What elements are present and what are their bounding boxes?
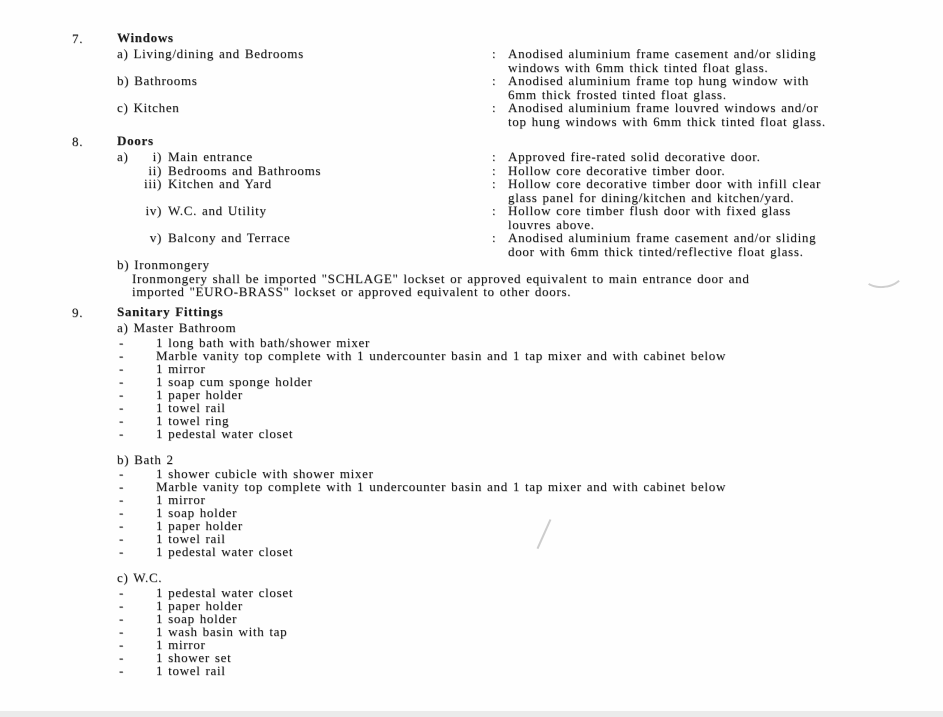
spec-row-kitchen-yard (117, 177, 943, 204)
list-item-text: 1 towel rail (156, 662, 226, 678)
dash-bullet: - (119, 623, 125, 639)
section-sanitary-fittings (0, 305, 943, 677)
spec-label-text: Balcony and Terrace (168, 230, 291, 245)
spec-description-line: top hung windows with 6mm thick tinted float glass. (508, 113, 826, 129)
ironmongery-label: b) Ironmongery (117, 257, 210, 272)
dash-bullet: - (119, 360, 125, 376)
list-item (117, 480, 943, 493)
spec-description-line: door with 6mm thick tinted/reflective float glass. (508, 243, 804, 259)
colon-separator: : (492, 46, 497, 61)
group-wc (117, 571, 943, 677)
spec-label (117, 204, 492, 231)
colon-separator: : (492, 100, 497, 115)
dash-bullet: - (119, 649, 125, 665)
spec-description (508, 150, 943, 164)
spec-label-text: Kitchen and Yard (168, 176, 272, 191)
letter-index: a) (117, 149, 129, 164)
roman-index: iii) (144, 176, 162, 191)
list-item (117, 414, 943, 427)
dash-bullet: - (119, 518, 125, 533)
ironmongery-paragraph-line: imported "EURO-BRASS" lockset or approved equivalent to other doors. (132, 284, 572, 300)
dash-bullet: - (119, 334, 125, 350)
list-item-text: 1 towel ring (156, 412, 230, 428)
colon-separator: : (492, 149, 497, 164)
spec-description-line: Anodised aluminium frame casement and/or sliding (508, 230, 817, 245)
dash-bullet: - (119, 636, 125, 652)
list-item-text: 1 pedestal water closet (156, 544, 294, 559)
spec-description-line: Hollow core decorative timber door. (508, 162, 726, 178)
list-item-text: Marble vanity top complete with 1 undercounter basin and 1 tap mixer and with cabinet below (156, 479, 727, 494)
list-item-text: 1 wash basin with tap (156, 623, 288, 639)
list-item (117, 336, 943, 349)
list-item-text: 1 paper holder (156, 597, 243, 613)
list-item-text: 1 long bath with bath/shower mixer (156, 334, 371, 350)
list-item (117, 493, 943, 506)
dash-bullet: - (119, 531, 125, 546)
spec-row-bathrooms (117, 74, 943, 101)
list-item-text: 1 paper holder (156, 386, 243, 402)
list-item (117, 638, 943, 651)
list-item (117, 349, 943, 362)
spec-row-living-dining-bedrooms (117, 47, 943, 74)
spec-description-line: Hollow core decorative timber door with infill clear (508, 176, 822, 191)
list-item (117, 401, 943, 414)
spec-description-line: Approved fire-rated solid decorative door. (508, 149, 761, 164)
section-number: 9. (72, 305, 84, 320)
spec-description-line: Hollow core timber flush door with fixed glass (508, 203, 791, 218)
list-item (117, 427, 943, 440)
dash-bullet: - (119, 505, 125, 520)
spec-label (117, 150, 492, 164)
section-title-doors: Doors (117, 133, 154, 148)
spec-row-main-entrance (117, 150, 943, 164)
section-number: 7. (72, 31, 84, 46)
spec-description-line: windows with 6mm thick tinted float glass. (508, 59, 769, 75)
colon-separator: : (492, 73, 497, 88)
dash-bullet: - (119, 412, 125, 428)
spec-label: c) Kitchen (117, 100, 180, 115)
list-item-text: 1 pedestal water closet (156, 425, 294, 441)
spec-description (508, 47, 943, 74)
spec-label (117, 164, 492, 178)
scanner-edge-shadow (0, 711, 943, 717)
roman-index: v) (149, 230, 162, 245)
spec-label-text: Main entrance (168, 149, 253, 164)
section-title-sanitary-fittings: Sanitary Fittings (117, 304, 224, 319)
roman-index: iv) (145, 203, 162, 218)
dash-bullet: - (119, 544, 125, 559)
dash-bullet: - (119, 386, 125, 402)
group-heading: a) Master Bathroom (117, 320, 237, 335)
spec-description (508, 101, 943, 128)
group-heading: c) W.C. (117, 570, 163, 585)
dash-bullet: - (119, 610, 125, 626)
spec-description (508, 164, 943, 178)
spec-label: a) Living/dining and Bedrooms (117, 46, 304, 61)
dash-bullet: - (119, 425, 125, 441)
spec-label (117, 177, 492, 204)
list-item-text: 1 mirror (156, 360, 206, 376)
section-title-windows: Windows (117, 30, 174, 45)
list-item (117, 362, 943, 375)
group-bath-2 (117, 453, 943, 559)
spec-label (117, 231, 492, 258)
spec-description (508, 204, 943, 231)
dash-bullet: - (119, 347, 125, 363)
section-windows (0, 31, 943, 128)
list-item (117, 599, 943, 612)
list-item (117, 664, 943, 677)
dash-bullet: - (119, 373, 125, 389)
spec-label-text: Bedrooms and Bathrooms (168, 162, 322, 178)
spec-label: b) Bathrooms (117, 73, 198, 88)
dash-bullet: - (119, 399, 125, 415)
ironmongery-paragraph (117, 272, 943, 300)
dash-bullet: - (119, 492, 125, 507)
spec-description (508, 74, 943, 101)
list-item (117, 375, 943, 388)
list-item-text: 1 towel rail (156, 531, 226, 546)
list-item-text: 1 shower set (156, 649, 232, 665)
roman-index: ii) (148, 162, 162, 178)
list-item (117, 625, 943, 638)
spec-row-bedrooms-bathrooms (117, 164, 943, 178)
list-item-text: 1 soap holder (156, 505, 238, 520)
list-item (117, 651, 943, 664)
spec-description-line: 6mm thick frosted tinted float glass. (508, 86, 727, 102)
group-master-bathroom (117, 321, 943, 440)
dash-bullet: - (119, 466, 125, 481)
list-item-text: 1 soap cum sponge holder (156, 373, 313, 389)
list-item-text: 1 towel rail (156, 399, 226, 415)
colon-separator: : (492, 203, 497, 218)
list-item (117, 586, 943, 599)
colon-separator: : (492, 176, 497, 191)
spec-row-balcony-terrace (117, 231, 943, 258)
dash-bullet: - (119, 479, 125, 494)
list-item (117, 612, 943, 625)
colon-separator: : (492, 162, 497, 178)
spec-row-kitchen (117, 101, 943, 128)
spec-description (508, 231, 943, 258)
ironmongery-note (117, 258, 943, 299)
list-item (117, 519, 943, 532)
list-item (117, 388, 943, 401)
list-item-text: 1 pedestal water closet (156, 584, 294, 600)
list-item-text: 1 soap holder (156, 610, 238, 626)
colon-separator: : (492, 230, 497, 245)
list-item-text: 1 mirror (156, 636, 206, 652)
list-item-text: 1 paper holder (156, 518, 243, 533)
ironmongery-paragraph-line: Ironmongery shall be imported "SCHLAGE" lockset or approved equivalent to main entrance door and (132, 270, 750, 286)
dash-bullet: - (119, 597, 125, 613)
section-doors (0, 134, 943, 299)
spec-description-line: Anodised aluminium frame casement and/or sliding (508, 46, 817, 61)
spec-description-line: Anodised aluminium frame louvred windows and/or (508, 100, 819, 115)
list-item-text: 1 shower cubicle with shower mixer (156, 466, 374, 481)
list-item-text: Marble vanity top complete with 1 undercounter basin and 1 tap mixer and with cabinet below (156, 347, 727, 363)
spec-label-text: W.C. and Utility (168, 203, 267, 218)
list-item-text: 1 mirror (156, 492, 206, 507)
spec-description-line: louvres above. (508, 216, 595, 232)
spec-description-line: Anodised aluminium frame top hung window with (508, 73, 810, 88)
section-number: 8. (72, 134, 84, 149)
roman-index: i) (152, 149, 162, 164)
spec-row-wc-utility (117, 204, 943, 231)
spec-description-line: glass panel for dining/kitchen and kitchen/yard. (508, 189, 795, 205)
dash-bullet: - (119, 662, 125, 678)
spec-description (508, 177, 943, 204)
group-heading: b) Bath 2 (117, 451, 174, 467)
dash-bullet: - (119, 584, 125, 600)
list-item (117, 545, 943, 558)
